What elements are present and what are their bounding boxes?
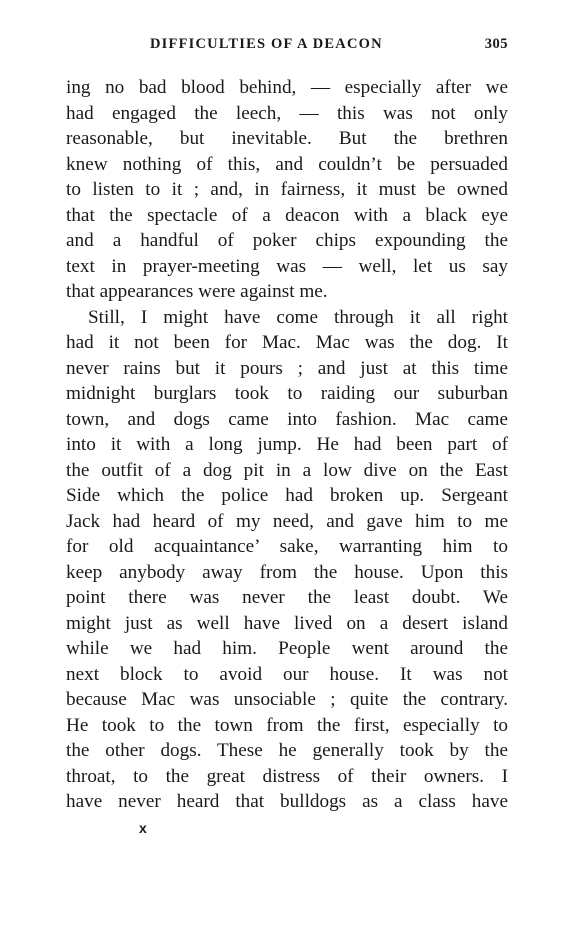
text-line: Jack had heard of my need, and gave him to me bbox=[66, 510, 508, 532]
text-line: to listen to it ; and, in fairness, it must be owned bbox=[66, 179, 508, 200]
text-line: had engaged the leech, — this was not only bbox=[66, 102, 508, 124]
text-line: ing no bad blood behind, — especially after we bbox=[66, 77, 508, 98]
text-line: have never heard that bulldogs as a class have bbox=[66, 791, 508, 812]
signature-mark: x bbox=[139, 820, 147, 836]
text-line: text in prayer-meeting was — well, let us say bbox=[66, 255, 508, 277]
text-line: midnight burglars took to raiding our suburban bbox=[66, 383, 508, 404]
text-line: next block to avoid our house. It was not bbox=[66, 663, 508, 685]
text-line: keep anybody away from the house. Upon this bbox=[66, 561, 508, 583]
text-line: point there was never the least doubt. We bbox=[66, 587, 508, 608]
text-line: might just as well have lived on a desert island bbox=[66, 612, 508, 634]
text-line: into it with a long jump. He had been part of bbox=[66, 434, 508, 455]
text-line: because Mac was unsociable ; quite the contrary. bbox=[66, 689, 508, 710]
text-line: that the spectacle of a deacon with a black eye bbox=[66, 204, 508, 226]
text-line: He took to the town from the first, especially to bbox=[66, 714, 508, 736]
text-line: that appearances were against me. bbox=[66, 281, 328, 302]
text-line: while we had him. People went around the bbox=[66, 638, 508, 659]
text-line: Side which the police had broken up. Sergeant bbox=[66, 485, 508, 506]
running-head bbox=[150, 36, 510, 58]
text-line: for old acquaintance’ sake, warranting him to bbox=[66, 536, 508, 557]
text-line: the other dogs. These he generally took by the bbox=[66, 740, 508, 761]
chapter-title: DIFFICULTIES OF A DEACON bbox=[150, 36, 383, 52]
text-line: and a handful of poker chips expounding the bbox=[66, 230, 508, 251]
text-line: knew nothing of this, and couldn’t be persuaded bbox=[66, 153, 508, 175]
paragraph-start-line: Still, I might have come through it all right bbox=[88, 306, 508, 328]
text-line: had it not been for Mac. Mac was the dog. It bbox=[66, 332, 508, 353]
page-number: 305 bbox=[484, 36, 508, 52]
text-line: throat, to the great distress of their owners. I bbox=[66, 765, 508, 787]
text-line: town, and dogs came into fashion. Mac came bbox=[66, 408, 508, 430]
text-line: the outfit of a dog pit in a low dive on the East bbox=[66, 459, 508, 481]
text-line: reasonable, but inevitable. But the brethren bbox=[66, 128, 508, 149]
text-line: never rains but it pours ; and just at this time bbox=[66, 357, 508, 379]
body-text bbox=[66, 75, 508, 815]
